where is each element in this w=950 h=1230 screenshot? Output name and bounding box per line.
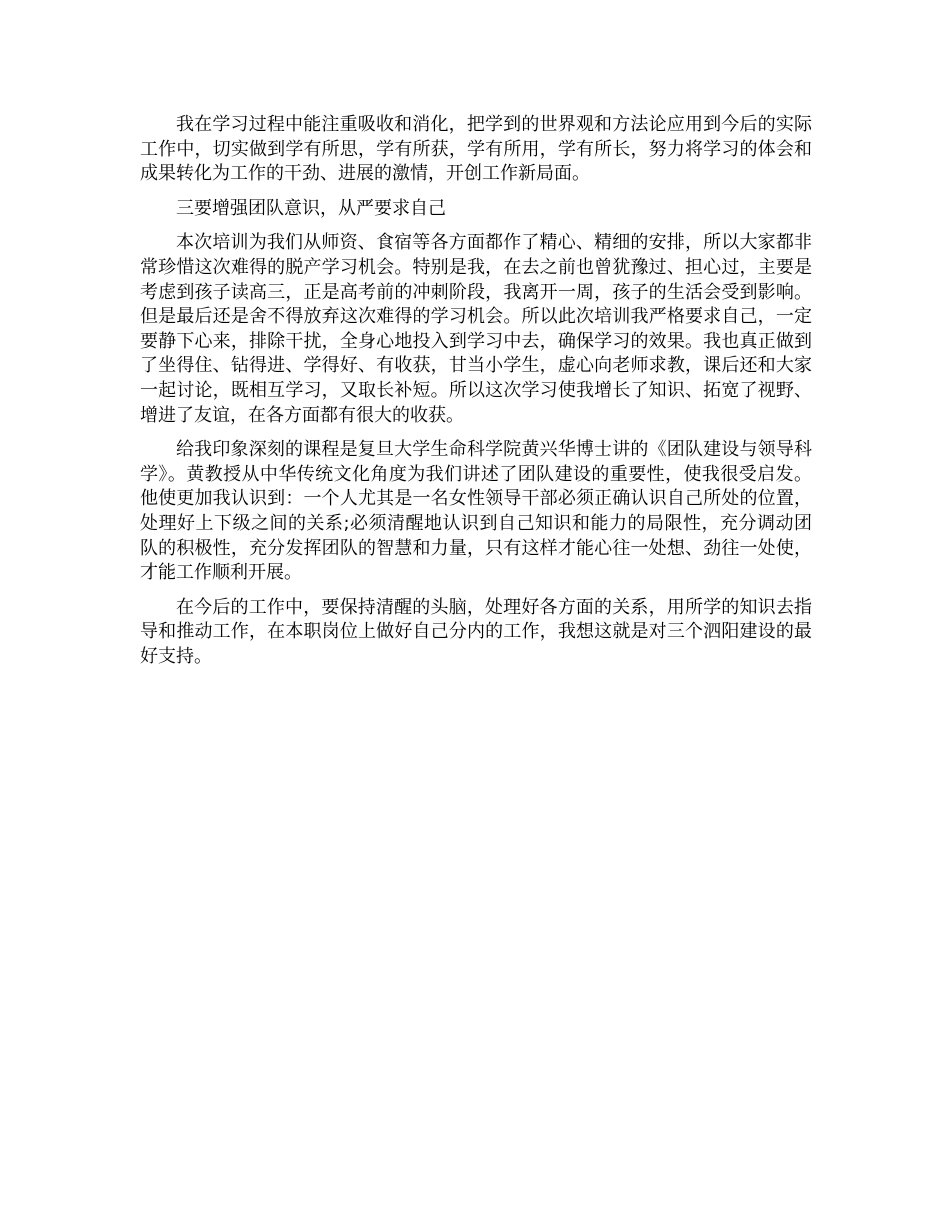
section-heading: 三要增强团队意识，从严要求自己	[176, 197, 446, 219]
paragraph-2: 本次培训为我们从师资、食宿等各方面都作了精心、精细的安排，所以大家都非常珍惜这次难得的脱产学习机会。特别是我，在去之前也曾犹豫过、担心过，主要是考虑到孩子读高三，正是高考前的冲刺阶段，我离开一周，孩子的生活会受到影响。但是最后还是舍不得放弃这次难得的学习机会。所以此次培训我严格要求自己，一定要静下心来，排除干扰，全身心地投入到学习中去，确保学习的效果。我也真正做到了坐得住、钻得进、学得好、有收获，甘当小学生，虚心向老师求教，课后还和大家一起讨论，既相互学习，又取长补短。所以这次学习使我增长了知识、拓宽了视野、增进了友谊，在各方面都有很大的收获。	[140, 232, 812, 426]
paragraph-4: 在今后的工作中，要保持清醒的头脑，处理好各方面的关系，用所学的知识去指导和推动工作，在本职岗位上做好自己分内的工作，我想这就是对三个泗阳建设的最好支持。	[140, 596, 812, 667]
document-page	[140, 113, 812, 679]
paragraph-3: 给我印象深刻的课程是复旦大学生命科学院黄兴华博士讲的《团队建设与领导科学》。黄教授从中华传统文化角度为我们讲述了团队建设的重要性，使我很受启发。他使更加我认识到：一个人尤其是一名女性领导干部必须正确认识自己所处的位置，处理好上下级之间的关系;必须清醒地认识到自己知识和能力的局限性，充分调动团队的积极性，充分发挥团队的智慧和力量，只有这样才能心往一处想、劲往一处使，才能工作顺利开展。	[140, 439, 812, 584]
paragraph-1: 我在学习过程中能注重吸收和消化，把学到的世界观和方法论应用到今后的实际工作中，切实做到学有所思，学有所获，学有所用，学有所长，努力将学习的体会和成果转化为工作的干劲、进展的激情，开创工作新局面。	[140, 114, 812, 185]
